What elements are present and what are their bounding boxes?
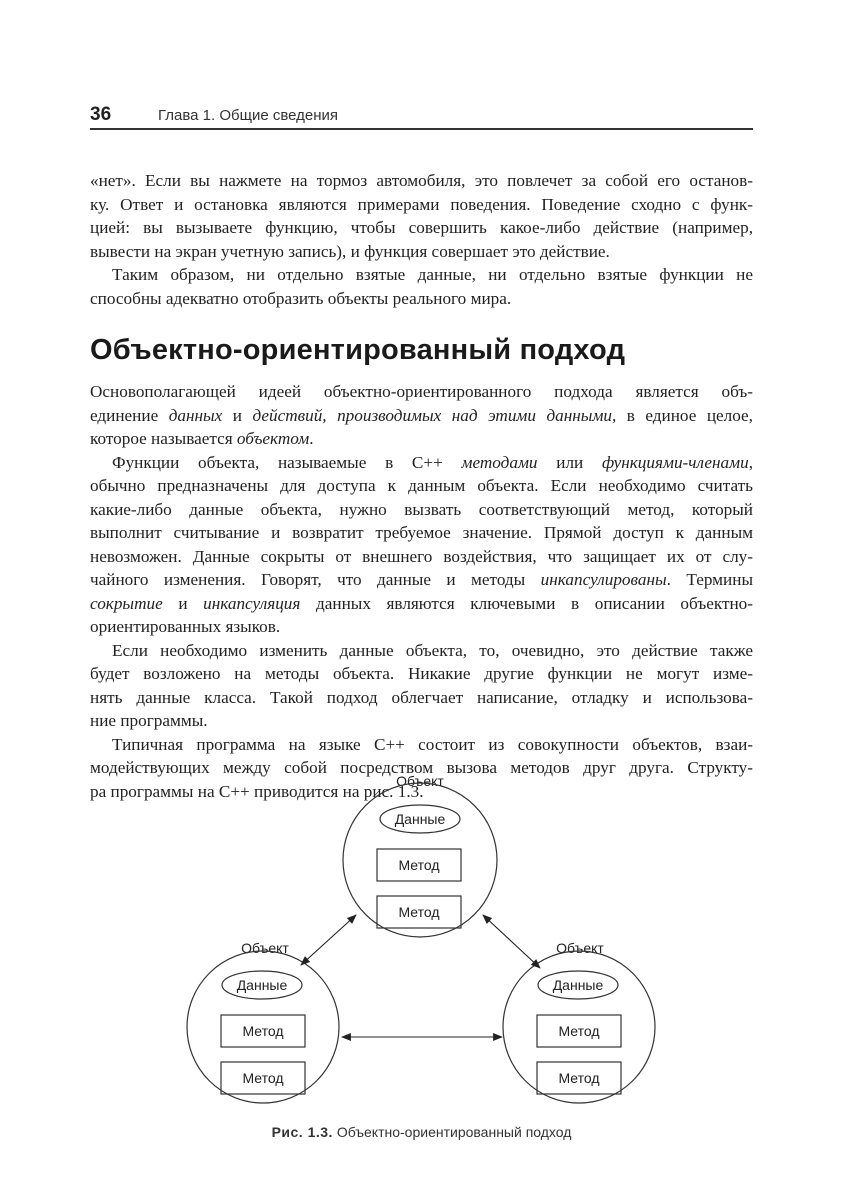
method-label: Метод xyxy=(398,857,440,873)
text-line: Типичная программа на языке C++ состоит из совокупности объектов, взаи- xyxy=(112,734,753,754)
intro-text xyxy=(90,169,753,310)
object-node-left xyxy=(187,940,339,1103)
text-line: будет возложено на методы объекта. Никакие другие функции не могут изме- xyxy=(90,664,753,683)
method-label: Метод xyxy=(242,1070,284,1086)
text-line: невозможен. Данные сокрыты от внешнего воздействия, что защищает их от слу- xyxy=(90,546,753,566)
caption-number: Рис. 1.3. xyxy=(271,1124,333,1140)
text-line: какие-либо данные объекта, нужно вызвать соответствующий метод, который xyxy=(90,499,753,519)
data-label: Данные xyxy=(394,811,446,827)
text-line: ние программы. xyxy=(90,711,208,730)
emphasis: инкапсуляция xyxy=(203,593,301,613)
text-line: нять данные класса. Такой подход облегчает написание, отладку и использова- xyxy=(90,687,753,707)
method-label: Метод xyxy=(558,1023,600,1039)
text-line: обычно предназначены для доступа к данным объекта. Если необходимо считать xyxy=(90,476,753,495)
method-label: Метод xyxy=(558,1070,600,1086)
paragraph xyxy=(90,263,753,310)
emphasis: сокрытие xyxy=(90,593,163,613)
section-heading: Объектно-ориентированный подход xyxy=(90,334,626,366)
double-arrow-icon xyxy=(483,915,540,968)
text-line: которое называется объектом. xyxy=(90,429,314,448)
text-line: ра программы на C++ приводится на рис. 1.3. xyxy=(90,781,424,801)
text-line: вывести на экран учетную запись), и функция совершает это действие. xyxy=(90,241,610,261)
text-line: Функции объекта, называемые в C++ методами или функциями-членами, xyxy=(112,452,753,472)
page-number: 36 xyxy=(90,104,112,125)
emphasis: инкапсулированы xyxy=(540,570,667,589)
text-line: сокрытие и инкапсуляция данных являются ключевыми в описании объектно- xyxy=(90,593,753,613)
method-label: Метод xyxy=(242,1023,284,1039)
text-line: «нет». Если вы нажмете на тормоз автомобиля, это повлечет за собой его останов- xyxy=(90,171,753,190)
method-label: Метод xyxy=(398,904,440,920)
paragraph xyxy=(90,639,753,733)
double-arrow-icon xyxy=(301,915,356,965)
text-line: единение данных и действий, производимых над этими данными, в единое целое, xyxy=(90,405,753,425)
object-node-top xyxy=(343,773,497,937)
running-header xyxy=(90,102,753,130)
text-line: чайного изменения. Говорят, что данные и методы инкапсулированы. Термины xyxy=(90,570,753,589)
paragraph xyxy=(90,380,753,451)
paragraph xyxy=(90,169,753,263)
object-label: Объект xyxy=(396,773,444,789)
object-label: Объект xyxy=(556,940,604,956)
text-line: ориентированных языков. xyxy=(90,617,281,636)
object-node-right xyxy=(503,940,655,1103)
text-line: Если необходимо изменить данные объекта, то, очевидно, это действие также xyxy=(112,640,753,660)
text-line: способны адекватно отобразить объекты реального мира. xyxy=(90,288,512,308)
figure-caption xyxy=(0,1124,843,1140)
emphasis: объектом xyxy=(236,429,310,448)
emphasis: действий, производимых над этими данными xyxy=(252,405,613,425)
figure-oop-diagram xyxy=(170,765,670,1125)
text-line: Основополагающей идеей объектно-ориентированного подхода является объ- xyxy=(90,382,753,401)
section-text xyxy=(90,380,753,803)
data-label: Данные xyxy=(552,977,604,993)
text-line: ку. Ответ и остановка являются примерами поведения. Поведение сходно с функ- xyxy=(90,194,753,214)
text-line: модействующих между собой посредством вызова методов друг друга. Структу- xyxy=(90,758,753,777)
emphasis: методами xyxy=(461,452,538,472)
emphasis: данных xyxy=(168,405,223,425)
caption-text: Объектно-ориентированный подход xyxy=(332,1124,572,1140)
text-line: Таким образом, ни отдельно взятые данные, ни отдельно взятые функции не xyxy=(112,265,753,284)
running-title: Глава 1. Общие сведения xyxy=(158,107,339,124)
data-label: Данные xyxy=(236,977,288,993)
object-label: Объект xyxy=(241,940,289,956)
text-line: цией: вы вызываете функцию, чтобы совершить какое-либо действие (например, xyxy=(90,218,753,237)
paragraph xyxy=(90,451,753,639)
emphasis: функциями-членами xyxy=(601,452,749,472)
text-line: выполнит считывание и возвратит требуемое значение. Прямой доступ к данным xyxy=(90,523,753,542)
